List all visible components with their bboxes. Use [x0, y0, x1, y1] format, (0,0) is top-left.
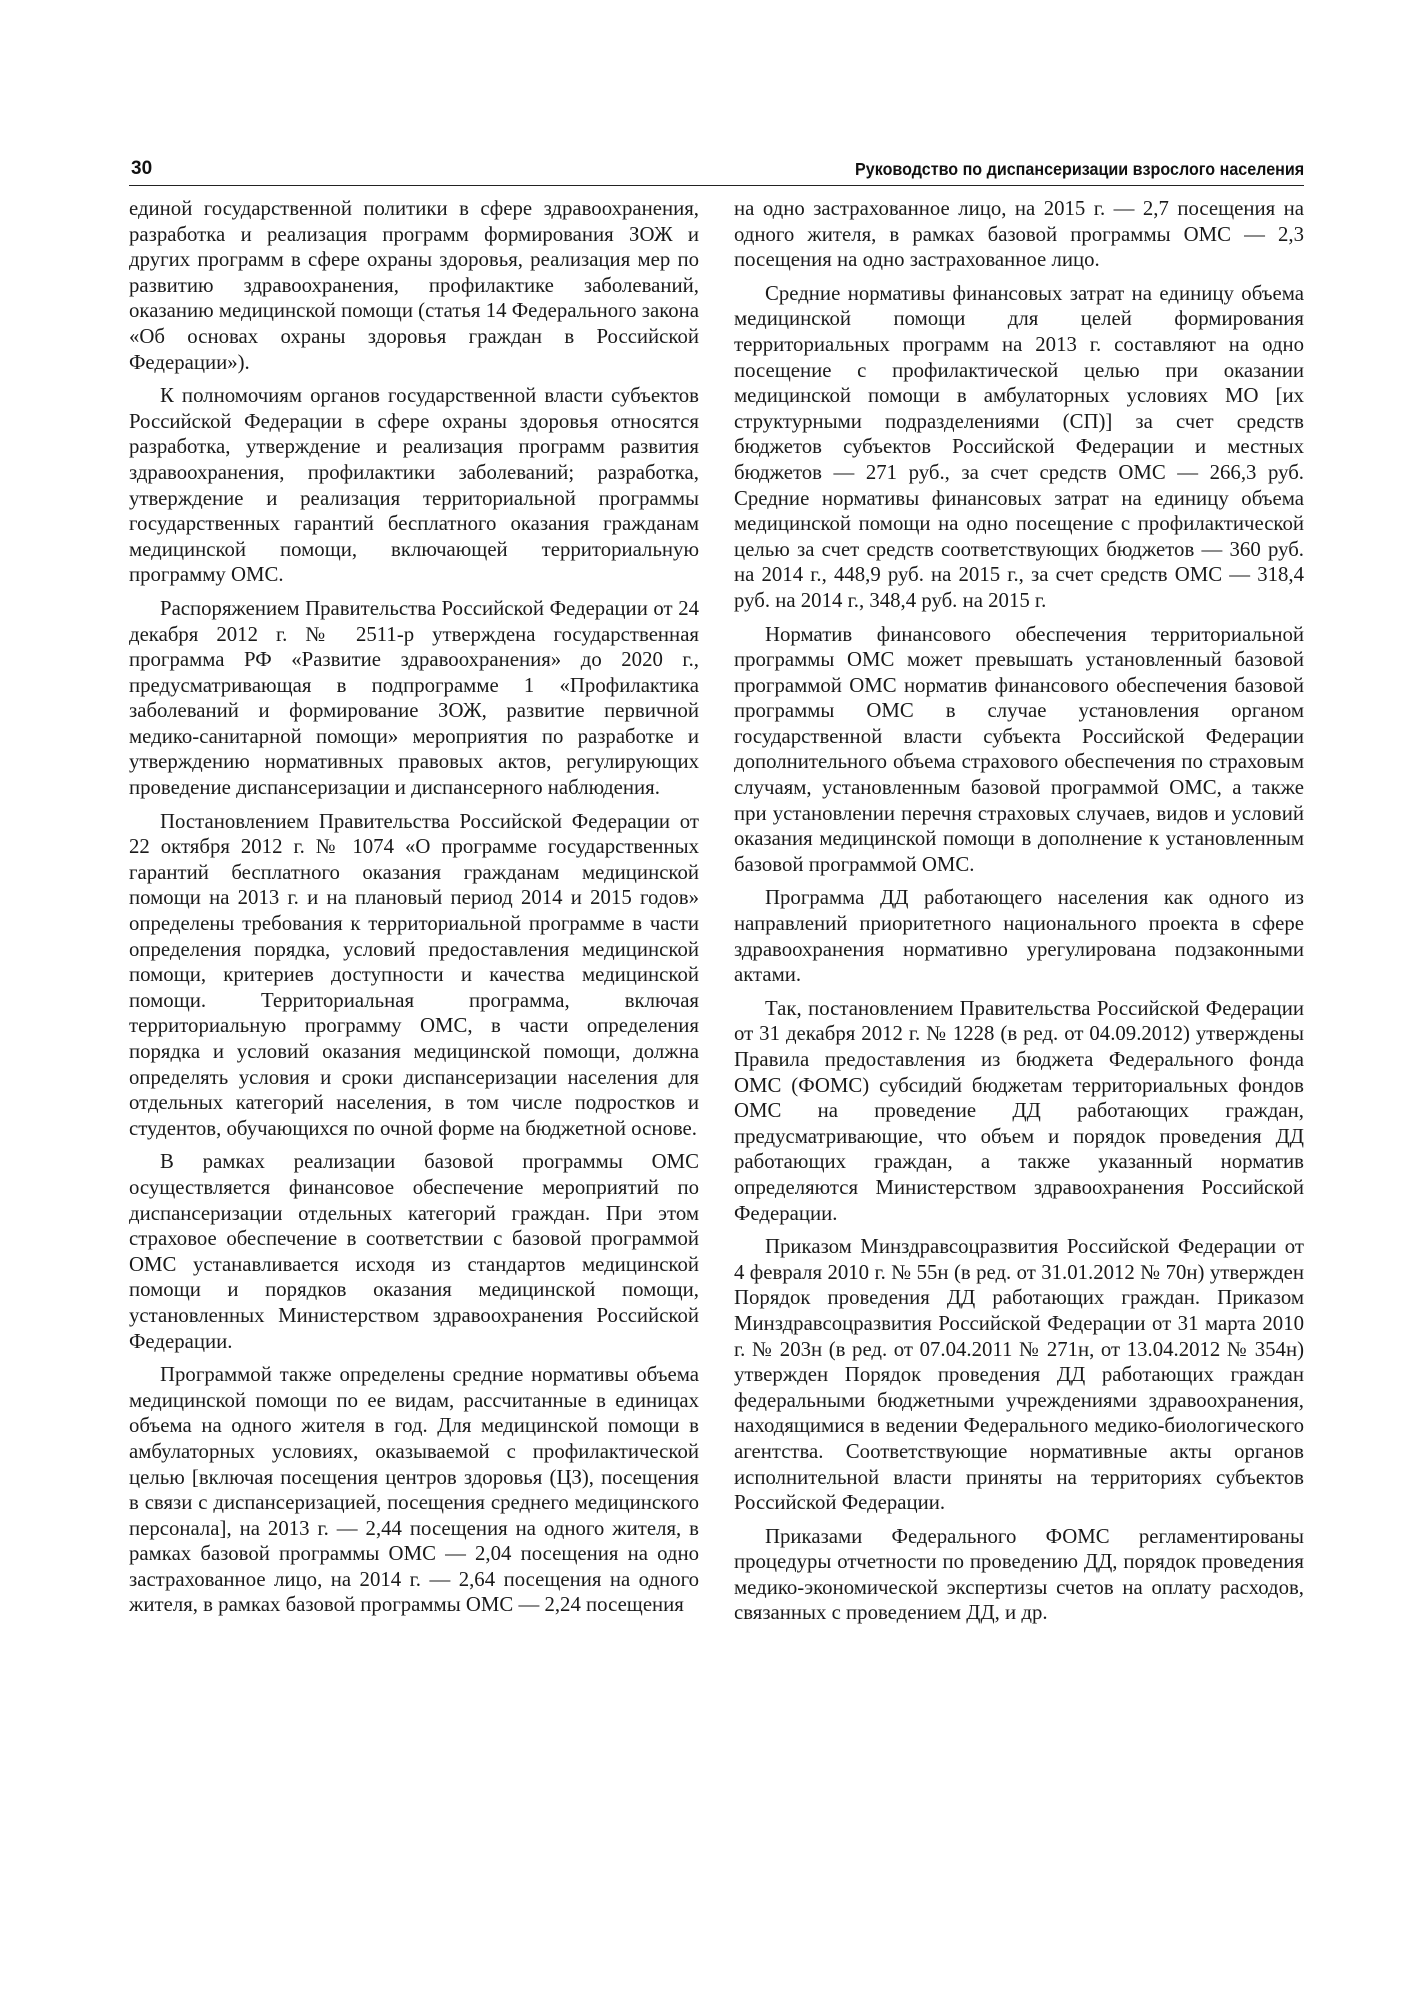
paragraph: К полномочиям органов государственной власти субъектов Российской Федерации в сфере охраны здоровья относятся разработка, утверждение и реализация программ развития здравоохранения, профилактики заболеваний; разработка, утверждение и реализация территориальной программы государственных гарантий бесплатного оказания гражданам медицинской помощи, включающей территориальную программу ОМС.: [129, 384, 699, 587]
paragraph: на одно застрахованное лицо, на 2015 г. — 2,7 посещения на одного жителя, в рамках базовой программы ОМС — 2,3 посещения на одно застрахованное лицо.: [734, 197, 1304, 272]
running-title: Руководство по диспансеризации взрослого населения: [854, 159, 1304, 179]
paragraph: Программа ДД работающего населения как одного из направлений приоритетного национального проекта в сфере здравоохранения нормативно урегулирована подзаконными актами.: [734, 886, 1304, 987]
paragraph: единой государственной политики в сфере здравоохранения, разработка и реализация программ формирования ЗОЖ и других программ в сфере охраны здоровья, реализация мер по развитию здравоохранения, профилактике заболеваний, оказанию медицинской помощи (статья 14 Федерального закона «Об основах охраны здоровья граждан в Российской Федерации»).: [129, 197, 699, 374]
paragraph: Норматив финансового обеспечения территориальной программы ОМС может превышать установленный базовой программой ОМС норматив финансового обеспечения базовой программы ОМС в случае установления органом государственной власти субъекта Российской Федерации дополнительного объема страхового обеспечения по страховым случаям, установленным базовой программой ОМС, а также при установлении перечня страховых случаев, видов и условий оказания медицинской помощи в дополнение к установленным базовой программой ОМС.: [734, 622, 1304, 876]
paragraph: Средние нормативы финансовых затрат на единицу объема медицинской помощи для целей формирования территориальных программ на 2013 г. составляют на одно посещение с профилактической целью при оказании медицинской помощи в амбулаторных условиях МО [их структурными подразделениями (СП)] за счет средств бюджетов субъектов Российской Федерации и местных бюджетов — 271 руб., за счет средств ОМС — 266,3 руб. Средние нормативы финансовых затрат на единицу объема медицинской помощи на одно посещение с профилактической целью за счет средств соответствующих бюджетов — 360 руб. на 2014 г., 448,9 руб. на 2015 г., за счет средств ОМС — 318,4 руб. на 2014 г., 348,4 руб. на 2015 г.: [734, 281, 1304, 612]
paragraph: Приказом Минздравсоцразвития Российской Федерации от 4 февраля 2010 г. № 55н (в ред. от 31.01.2012 № 70н) утвержден Порядок проведения ДД работающих граждан. Приказом Минздравсоцразвития Российской Федерации от 31 марта 2010 г. № 203н (в ред. от 07.04.2011 № 271н, от 13.04.2012 № 354н) утвержден Порядок проведения ДД работающих граждан федеральными бюджетными учреждениями здравоохранения, находящимися в ведении Федерального медико-биологического агентства. Соответствующие нормативные акты органов исполнительной власти приняты на территориях субъектов Российской Федерации.: [734, 1235, 1304, 1515]
paragraph: Постановлением Правительства Российской Федерации от 22 октября 2012 г. № 1074 «О программе государственных гарантий бесплатного оказания гражданам медицинской помощи на 2013 г. и на плановый период 2014 и 2015 годов» определены требования к территориальной программе в части определения порядка, условий предоставления медицинской помощи, критериев доступности и качества медицинской помощи. Территориальная программа, включая территориальную программу ОМС, в части определения порядка и условий оказания медицинской помощи, должна определять условия и сроки диспансеризации населения для отдельных категорий населения, в том числе подростков и студентов, обучающихся по очной форме на бюджетной основе.: [129, 809, 699, 1140]
page-number: 30: [131, 158, 153, 179]
paragraph: Распоряжением Правительства Российской Федерации от 24 декабря 2012 г. № 2511-р утверждена государственная программа РФ «Развитие здравоохранения» до 2020 г., предусматривающая в подпрограмме 1 «Профилактика заболеваний и формирование ЗОЖ, развитие первичной медико-санитарной помощи» мероприятия по разработке и утверждению нормативных правовых актов, регулирующих проведение диспансеризации и диспансерного наблюдения.: [129, 596, 699, 800]
page-header: [129, 155, 1304, 186]
paragraph: Программой также определены средние нормативы объема медицинской помощи по ее видам, рассчитанные в единицах объема на одного жителя в год. Для медицинской помощи в амбулаторных условиях, оказываемой с профилактической целью [включая посещения центров здоровья (ЦЗ), посещения в связи с диспансеризацией, посещения среднего медицинского персонала], на 2013 г. — 2,44 посещения на одного жителя, в рамках базовой программы ОМС — 2,04 посещения на одно застрахованное лицо, на 2014 г. — 2,64 посещения на одного жителя, в рамках базовой программы ОМС — 2,24 посещения: [129, 1363, 699, 1617]
paragraph: Приказами Федерального ФОМС регламентированы процедуры отчетности по проведению ДД, порядок проведения медико-экономической экспертизы счетов на оплату расходов, связанных с проведением ДД, и др.: [734, 1524, 1304, 1625]
right-column: [734, 196, 1304, 1634]
left-column: [129, 196, 699, 1626]
paragraph: В рамках реализации базовой программы ОМС осуществляется финансовое обеспечение мероприятий по диспансеризации отдельных категорий граждан. При этом страховое обеспечение в соответствии с базовой программой ОМС устанавливается исходя из стандартов медицинской помощи и порядков оказания медицинской помощи, установленных Министерством здравоохранения Российской Федерации.: [129, 1150, 699, 1353]
paragraph: Так, постановлением Правительства Российской Федерации от 31 декабря 2012 г. № 1228 (в ред. от 04.09.2012) утверждены Правила предоставления из бюджета Федерального фонда ОМС (ФОМС) субсидий бюджетам территориальных фондов ОМС на проведение ДД работающих граждан, предусматривающие, что объем и порядок проведения ДД работающих граждан, а также указанный норматив определяются Министерством здравоохранения Российской Федерации.: [734, 996, 1304, 1225]
